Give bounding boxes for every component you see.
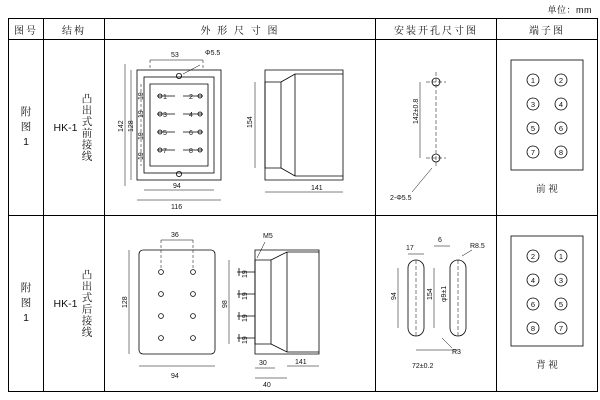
row1-term-right-8: 8 — [558, 148, 564, 157]
row2-dim-19d: 19 — [242, 336, 249, 344]
row1-term-left-7: 7 — [530, 148, 536, 157]
row1-term-right-6: 6 — [558, 124, 564, 133]
row2-terminal-svg — [497, 216, 597, 390]
row2-struct-code: HK-1 — [53, 297, 78, 310]
row2-mount-dim-6: 6 — [438, 237, 442, 244]
row2-struct-text: 凸出式后接线 — [80, 269, 93, 338]
row2-term-left-4: 4 — [530, 276, 536, 285]
header-col-outline: 外 形 尺 寸 图 — [105, 19, 376, 40]
row2-dim-128: 128 — [122, 296, 129, 308]
row2-structure — [44, 216, 105, 392]
row2-dim-98: 98 — [222, 300, 229, 308]
row1-pin-6: 6 — [189, 130, 193, 137]
row2-no-line2: 图 — [20, 296, 32, 309]
row1-term-right-4: 4 — [558, 100, 564, 109]
row2-mount-dim-17: 17 — [406, 245, 414, 252]
row1-pin-3: 3 — [163, 112, 167, 119]
row1-dim-phi55: Φ5.5 — [205, 50, 221, 57]
row1-dim-19c: 19 — [138, 132, 145, 140]
row2-term-left-6: 6 — [530, 300, 536, 309]
row1-dim-19a: 19 — [138, 92, 145, 100]
row2-outline-svg — [105, 216, 375, 390]
spec-table — [8, 18, 598, 392]
header-col-mount: 安装开孔尺寸图 — [376, 19, 497, 40]
row1-no-line2: 图 — [20, 120, 32, 133]
row2-term-right-3: 3 — [558, 276, 564, 285]
table-header — [9, 19, 598, 40]
row2-term-right-1: 1 — [558, 252, 564, 261]
row1-pin-1: 1 — [163, 94, 167, 101]
row1-pin-8: 8 — [189, 148, 193, 155]
row2-mount-dim-r85: R8.5 — [470, 243, 485, 250]
row1-pin-7: 7 — [163, 148, 167, 155]
row1-outline-drawing — [105, 40, 376, 216]
row2-dim-36: 36 — [171, 232, 179, 239]
row1-terminal-svg — [497, 40, 597, 214]
row2-mount-dim-r3: R3 — [452, 349, 461, 356]
row2-dim-94: 94 — [171, 373, 179, 380]
row2-figure-no — [9, 216, 44, 392]
row1-dim-128: 128 — [128, 120, 135, 132]
header-col-terminal: 端子图 — [497, 19, 598, 40]
header-col-struct: 结构 — [44, 19, 105, 40]
row2-dim-30: 30 — [259, 360, 267, 367]
row1-mount-dim-hole: 2-Φ5.5 — [390, 195, 412, 202]
row1-dim-53: 53 — [171, 52, 179, 59]
row1-pin-4: 4 — [189, 112, 193, 119]
row1-no-line1: 附 — [20, 105, 32, 118]
row1-dim-94: 94 — [173, 183, 181, 190]
row2-dim-40: 40 — [263, 382, 271, 389]
unit-note: 单位：mm — [547, 5, 592, 15]
row1-terminal-diagram — [497, 40, 598, 216]
row2-no-line1: 附 — [20, 281, 32, 294]
row2-dim-m5: M5 — [263, 233, 273, 240]
row1-dim-116: 116 — [171, 204, 183, 211]
row1-mount-svg — [376, 40, 496, 214]
row2-term-left-8: 8 — [530, 324, 536, 333]
row2-outline-drawing — [105, 216, 376, 392]
row2-mount-drawing — [376, 216, 497, 392]
row1-dim-19b: 19 — [138, 110, 145, 118]
row1-mount-dim-142: 142±0.8 — [413, 98, 420, 124]
row1-term-caption: 前 视 — [536, 184, 558, 195]
table-row — [9, 40, 598, 216]
row2-mount-dim-72: 72±0.2 — [412, 363, 434, 370]
row1-struct-code: HK-1 — [53, 121, 78, 134]
row2-dim-19a: 19 — [242, 270, 249, 278]
row1-term-left-1: 1 — [530, 76, 536, 85]
row1-pin-2: 2 — [189, 94, 193, 101]
row1-pin-5: 5 — [163, 130, 167, 137]
row1-dim-142: 142 — [118, 120, 125, 132]
table-row — [9, 216, 598, 392]
row1-dim-154: 154 — [247, 116, 254, 128]
row2-no-line3: 1 — [23, 312, 29, 325]
row2-dim-19b: 19 — [242, 292, 249, 300]
row2-dim-19c: 19 — [242, 314, 249, 322]
row2-mount-svg — [376, 216, 496, 390]
row1-outline-svg — [105, 40, 375, 214]
row1-structure — [44, 40, 105, 216]
row1-term-left-5: 5 — [530, 124, 536, 133]
row1-term-left-3: 3 — [530, 100, 536, 109]
row1-mount-drawing — [376, 40, 497, 216]
row1-figure-no — [9, 40, 44, 216]
row2-terminal-diagram — [497, 216, 598, 392]
row1-dim-141: 141 — [311, 185, 323, 192]
row1-term-right-2: 2 — [558, 76, 564, 85]
row2-term-right-7: 7 — [558, 324, 564, 333]
row1-no-line3: 1 — [23, 136, 29, 149]
row2-term-right-5: 5 — [558, 300, 564, 309]
row2-mount-dim-94: 94 — [391, 292, 398, 300]
row2-dim-141: 141 — [295, 359, 307, 366]
header-col-no: 图号 — [9, 19, 44, 40]
row2-term-caption: 背 视 — [536, 360, 558, 371]
row2-mount-dim-phi9: φ9±1 — [441, 285, 448, 302]
row2-mount-dim-154: 154 — [427, 288, 434, 300]
row1-dim-19d: 19 — [138, 152, 145, 160]
row1-struct-text: 凸出式前接线 — [80, 93, 93, 162]
row2-term-left-2: 2 — [530, 252, 536, 261]
